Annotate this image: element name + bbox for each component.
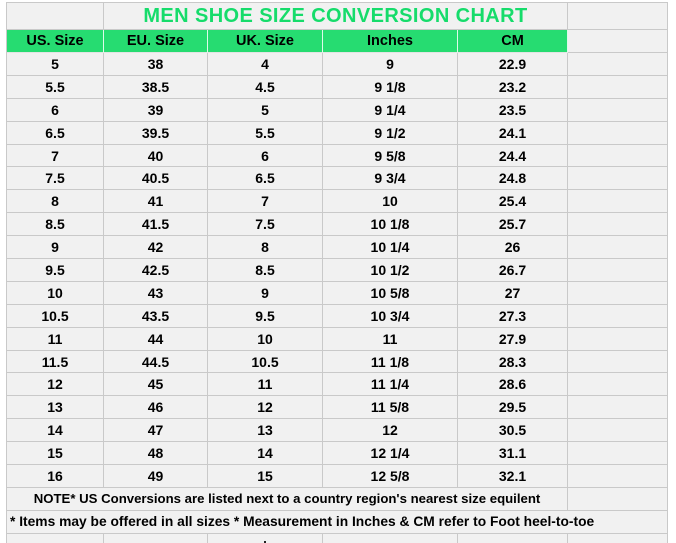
us-size-cell: 9 — [7, 236, 104, 259]
us-size-cell: 5 — [7, 53, 104, 76]
us-size-cell: 13 — [7, 396, 104, 419]
us-size-cell: 10 — [7, 282, 104, 305]
us-size-cell: 7.5 — [7, 167, 104, 190]
inches-cell: 9 3/4 — [323, 167, 458, 190]
uk-size-cell: 7.5 — [208, 213, 323, 236]
cm-cell: 30.5 — [458, 419, 568, 442]
cm-cell: 28.3 — [458, 351, 568, 374]
empty-right-cell — [568, 167, 668, 190]
uk-size-cell: 9 — [208, 282, 323, 305]
partial-cell — [458, 534, 568, 543]
cm-cell: 24.1 — [458, 122, 568, 145]
column-header-cm: CM — [458, 30, 568, 53]
inches-cell: 10 5/8 — [323, 282, 458, 305]
cm-cell: 26 — [458, 236, 568, 259]
eu-size-cell: 48 — [104, 442, 208, 465]
inches-cell: 9 1/4 — [323, 99, 458, 122]
empty-right-cell — [568, 145, 668, 168]
inches-cell: 10 1/2 — [323, 259, 458, 282]
inches-cell: 10 3/4 — [323, 305, 458, 328]
eu-size-cell: 40.5 — [104, 167, 208, 190]
us-size-cell: 7 — [7, 145, 104, 168]
us-size-cell: 6 — [7, 99, 104, 122]
chart-title: MEN SHOE SIZE CONVERSION CHART — [104, 3, 568, 30]
empty-right-cell — [568, 30, 668, 53]
empty-right-cell — [568, 53, 668, 76]
uk-size-cell: 6.5 — [208, 167, 323, 190]
us-size-cell: 5.5 — [7, 76, 104, 99]
uk-size-cell: 8 — [208, 236, 323, 259]
inches-cell: 9 — [323, 53, 458, 76]
cm-cell: 25.4 — [458, 190, 568, 213]
cm-cell: 28.6 — [458, 373, 568, 396]
partial-cell — [323, 534, 458, 543]
us-size-cell: 11.5 — [7, 351, 104, 374]
partial-cell — [104, 534, 208, 543]
cm-cell: 27.9 — [458, 328, 568, 351]
partial-cell — [7, 534, 104, 543]
cm-cell: 27.3 — [458, 305, 568, 328]
inches-cell: 10 1/8 — [323, 213, 458, 236]
uk-size-cell: 4 — [208, 53, 323, 76]
empty-right-cell — [568, 282, 668, 305]
uk-size-cell: 6 — [208, 145, 323, 168]
uk-size-cell: 5.5 — [208, 122, 323, 145]
eu-size-cell: 39.5 — [104, 122, 208, 145]
column-header-uk-size: UK. Size — [208, 30, 323, 53]
inches-cell: 12 5/8 — [323, 465, 458, 488]
uk-size-cell: 4.5 — [208, 76, 323, 99]
eu-size-cell: 42.5 — [104, 259, 208, 282]
inches-cell: 11 1/8 — [323, 351, 458, 374]
empty-right-cell — [568, 236, 668, 259]
cm-cell: 23.5 — [458, 99, 568, 122]
uk-size-cell: 5 — [208, 99, 323, 122]
us-size-cell: 8 — [7, 190, 104, 213]
uk-size-cell: 7 — [208, 190, 323, 213]
uk-size-cell: 9.5 — [208, 305, 323, 328]
eu-size-cell: 49 — [104, 465, 208, 488]
uk-size-cell: 10.5 — [208, 351, 323, 374]
shoe-size-conversion-sheet — [6, 2, 668, 543]
empty-right-cell — [568, 465, 668, 488]
partial-cell — [568, 534, 668, 543]
note-text-1: NOTE* US Conversions are listed next to a country region's nearest size equilent — [7, 488, 568, 511]
empty-right-cell — [568, 76, 668, 99]
cm-cell: 22.9 — [458, 53, 568, 76]
us-size-cell: 12 — [7, 373, 104, 396]
empty-right-cell — [568, 328, 668, 351]
cm-cell: 27 — [458, 282, 568, 305]
us-size-cell: 15 — [7, 442, 104, 465]
inches-cell: 9 1/2 — [323, 122, 458, 145]
uk-size-cell: 13 — [208, 419, 323, 442]
empty-right-cell — [568, 259, 668, 282]
us-size-cell: 9.5 — [7, 259, 104, 282]
eu-size-cell: 44 — [104, 328, 208, 351]
eu-size-cell: 43.5 — [104, 305, 208, 328]
uk-size-cell: 11 — [208, 373, 323, 396]
cm-cell: 29.5 — [458, 396, 568, 419]
empty-corner-cell — [7, 3, 104, 30]
eu-size-cell: 41 — [104, 190, 208, 213]
inches-cell: 11 1/4 — [323, 373, 458, 396]
us-size-cell: 14 — [7, 419, 104, 442]
us-size-cell: 10.5 — [7, 305, 104, 328]
eu-size-cell: 38.5 — [104, 76, 208, 99]
cm-cell: 23.2 — [458, 76, 568, 99]
us-size-cell: 16 — [7, 465, 104, 488]
uk-size-cell: 14 — [208, 442, 323, 465]
us-size-cell: 8.5 — [7, 213, 104, 236]
eu-size-cell: 41.5 — [104, 213, 208, 236]
inches-cell: 9 5/8 — [323, 145, 458, 168]
empty-right-cell — [568, 99, 668, 122]
empty-right-cell — [568, 396, 668, 419]
uk-size-cell: 15 — [208, 465, 323, 488]
eu-size-cell: 43 — [104, 282, 208, 305]
inches-cell: 9 1/8 — [323, 76, 458, 99]
empty-right-cell — [568, 213, 668, 236]
cm-cell: 31.1 — [458, 442, 568, 465]
empty-right-cell — [568, 305, 668, 328]
empty-right-cell — [568, 190, 668, 213]
inches-cell: 12 1/4 — [323, 442, 458, 465]
cm-cell: 25.7 — [458, 213, 568, 236]
eu-size-cell: 46 — [104, 396, 208, 419]
us-size-cell: 11 — [7, 328, 104, 351]
inches-cell: 10 — [323, 190, 458, 213]
column-header-us-size: US. Size — [7, 30, 104, 53]
empty-right-cell — [568, 3, 668, 30]
partial-cell — [208, 534, 323, 543]
inches-cell: 10 1/4 — [323, 236, 458, 259]
cm-cell: 24.4 — [458, 145, 568, 168]
inches-cell: 11 — [323, 328, 458, 351]
uk-size-cell: 12 — [208, 396, 323, 419]
us-size-cell: 6.5 — [7, 122, 104, 145]
eu-size-cell: 47 — [104, 419, 208, 442]
eu-size-cell: 45 — [104, 373, 208, 396]
empty-right-cell — [568, 419, 668, 442]
eu-size-cell: 38 — [104, 53, 208, 76]
empty-right-cell — [568, 373, 668, 396]
uk-size-cell: 10 — [208, 328, 323, 351]
eu-size-cell: 40 — [104, 145, 208, 168]
empty-right-cell — [568, 442, 668, 465]
inches-cell: 12 — [323, 419, 458, 442]
empty-right-cell — [568, 351, 668, 374]
eu-size-cell: 44.5 — [104, 351, 208, 374]
cm-cell: 32.1 — [458, 465, 568, 488]
uk-size-cell: 8.5 — [208, 259, 323, 282]
empty-right-cell — [568, 122, 668, 145]
cm-cell: 24.8 — [458, 167, 568, 190]
column-header-eu-size: EU. Size — [104, 30, 208, 53]
empty-right-cell — [568, 488, 668, 511]
eu-size-cell: 42 — [104, 236, 208, 259]
cm-cell: 26.7 — [458, 259, 568, 282]
note-text-2: * Items may be offered in all sizes * Measurement in Inches & CM refer to Foot heel-to-toe — [7, 511, 668, 534]
eu-size-cell: 39 — [104, 99, 208, 122]
column-header-inches: Inches — [323, 30, 458, 53]
inches-cell: 11 5/8 — [323, 396, 458, 419]
